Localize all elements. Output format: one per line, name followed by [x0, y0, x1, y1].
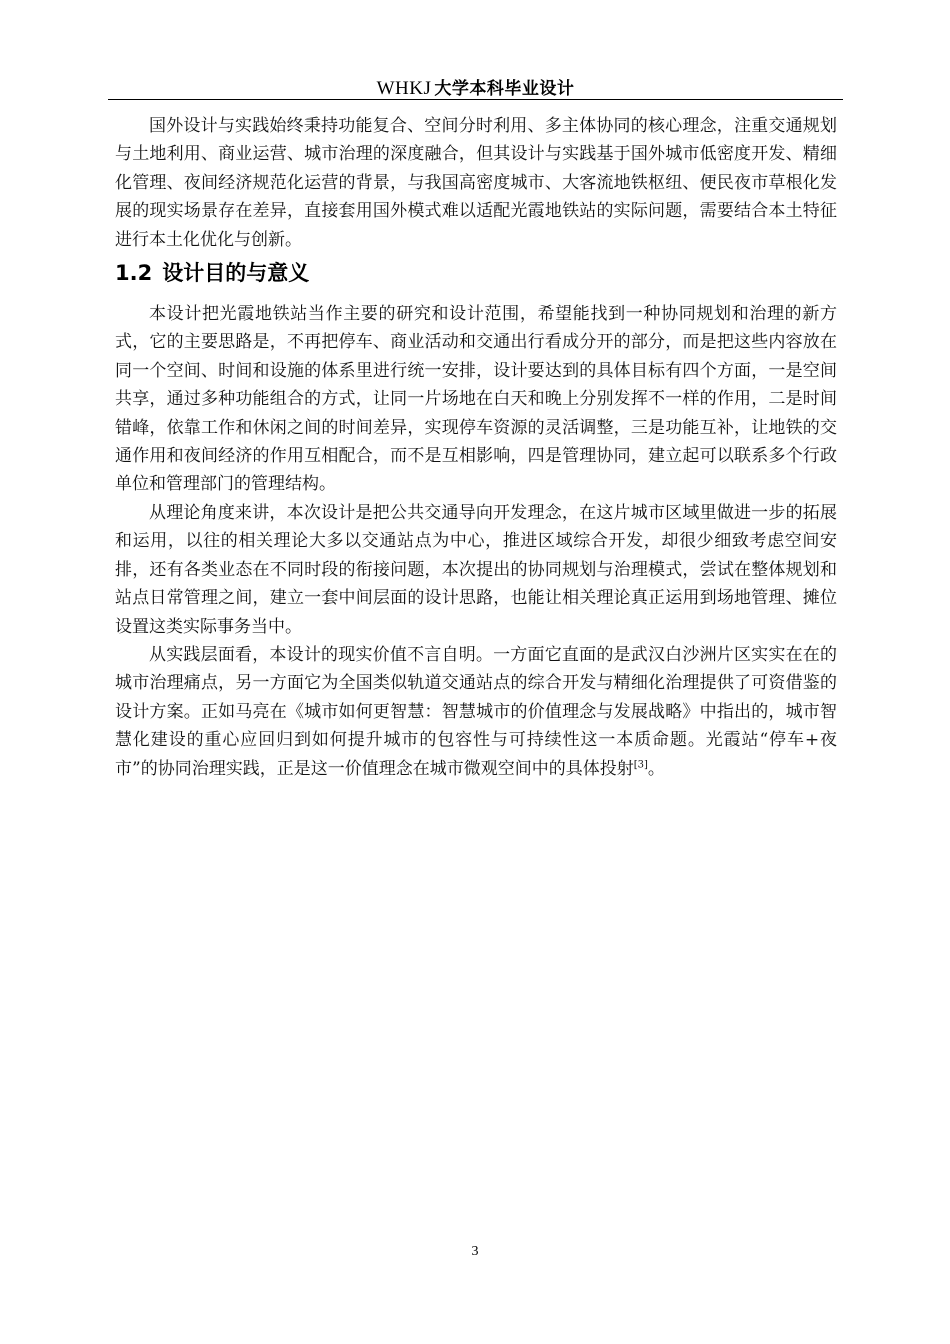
section-heading	[115, 258, 837, 288]
page-number: 3	[471, 1244, 479, 1259]
paragraph-practice	[115, 641, 837, 783]
section-title: 设计目的与意义	[162, 261, 310, 286]
paragraph-theory: 从理论角度来讲，本次设计是把公共交通导向开发理念，在这片城市区域里做进一步的拓展和运用，以往的相关理论大多以交通站点为中心，推进区域综合开发，却很少细致考虑空间安排，还有各类业态在不同时段的衔接问题，本次提出的协同规划与治理模式，尝试在整体规划和站点日常管理之间，建立一套中间层面的设计思路，也能让相关理论真正运用到场地管理、摊位设置这类实际事务当中。	[115, 502, 837, 637]
header-latin: WHKJ	[376, 78, 432, 99]
citation-reference: [3]	[633, 758, 648, 770]
header-title	[377, 78, 575, 99]
paragraph-practice-text: 从实践层面看，本设计的现实价值不言自明。一方面它直面的是武汉白沙洲片区实实在在的城市治理痛点，另一方面它为全国类似轨道交通站点的综合开发与精细化治理提供了可资借鉴的设计方案。正如马亮在《城市如何更智慧：智慧城市的价值理念与发展战略》中指出的，城市智慧化建设的重心应回归到如何提升城市的包容性与可持续性这一本质命题。光霞站“停车+夜市”的协同治理实践，正是这一价值理念在城市微观空间中的具体投射	[115, 644, 837, 779]
header-divider	[108, 99, 843, 100]
paragraph-purpose: 本设计把光霞地铁站当作主要的研究和设计范围，希望能找到一种协同规划和治理的新方式，它的主要思路是，不再把停车、商业活动和交通出行看成分开的部分，而是把这些内容放在同一个空间、时间和设施的体系里进行统一安排，设计要达到的具体目标有四个方面，一是空间共享，通过多种功能组合的方式，让同一片场地在白天和晚上分别发挥不一样的作用，二是时间错峰，依靠工作和休闲之间的时间差异，实现停车资源的灵活调整，三是功能互补，让地铁的交通作用和夜间经济的作用互相配合，而不是互相影响，四是管理协同，建立起可以联系多个行政单位和管理部门的管理结构。	[115, 304, 837, 495]
section-number: 1.2	[115, 261, 153, 286]
page-header	[108, 74, 843, 102]
paragraph-intro: 国外设计与实践始终秉持功能复合、空间分时利用、多主体协同的核心理念，注重交通规划与土地利用、商业运营、城市治理的深度融合，但其设计与实践基于国外城市低密度开发、精细化管理、夜间经济规范化运营的背景，与我国高密度城市、大客流地铁枢纽、便民夜市草根化发展的现实场景存在差异，直接套用国外模式难以适配光霞地铁站的实际问题，需要结合本土特征进行本土化优化与创新。	[115, 116, 837, 250]
paragraph-practice-end: 。	[647, 758, 665, 779]
page-body	[115, 112, 837, 783]
header-chinese-title: 大学本科毕业设计	[434, 79, 575, 99]
